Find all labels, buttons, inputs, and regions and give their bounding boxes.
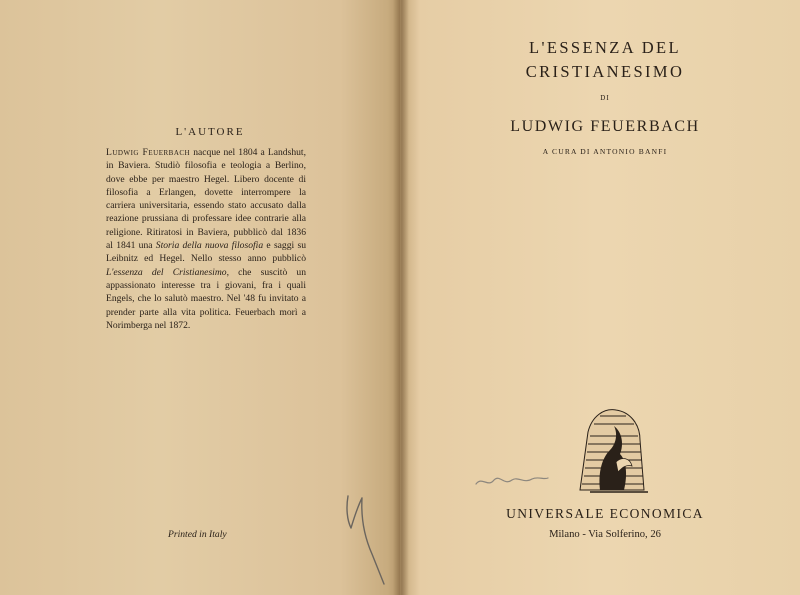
printed-in-italy: Printed in Italy — [168, 529, 227, 540]
book-title-line-1: L'ESSENZA DEL — [529, 38, 681, 57]
author-biography — [106, 146, 306, 332]
author-name: LUDWIG FEUERBACH — [510, 118, 700, 135]
bio-text-1: nacque nel 1804 a Landshut, in Baviera. Studiò filosofia e teologia a Berlino, dove ebbe per maestro Hegel. Libero docente di filosofia a Erlangen, dovette interrompere la carriera universitaria, essendo stato accusato dalla reazione prussiana di professare idee contrarie alla religione. Ritiratosi in Baviera, pubblicò dal 1836 al 1841 una — [106, 147, 306, 252]
bio-author-name: Ludwig Feuerbach — [106, 147, 191, 158]
bio-text-2: e saggi su Leibnitz ed Hegel. Nello stesso anno pubblicò — [106, 240, 306, 265]
pencil-scribble-icon — [472, 470, 552, 494]
bio-work-title-2: L'essenza del Cristianesimo — [106, 266, 227, 278]
bio-text-3: , che suscitò un appassionato interesse tra i giovani, fra i quali Engels, che lo salutò maestro. Nel '48 fu invitato a prender parte alla vita politica. Feuerbach morì a Norimberga nel 1872. — [106, 266, 306, 331]
bio-work-title-1: Storia della nuova filosofia — [155, 240, 264, 252]
about-author-heading: L'AUTORE — [175, 126, 245, 138]
editor-credit: A CURA DI ANTONIO BANFI — [542, 147, 668, 156]
publisher-address: Milano - Via Solferino, 26 — [549, 529, 661, 540]
book-title-line-2: CRISTIANESIMO — [525, 62, 685, 81]
publisher-emblem-icon — [560, 402, 660, 497]
pencil-mark-icon — [328, 488, 398, 588]
by-label: DI — [600, 94, 610, 102]
publisher-name: UNIVERSALE ECONOMICA — [506, 506, 704, 521]
